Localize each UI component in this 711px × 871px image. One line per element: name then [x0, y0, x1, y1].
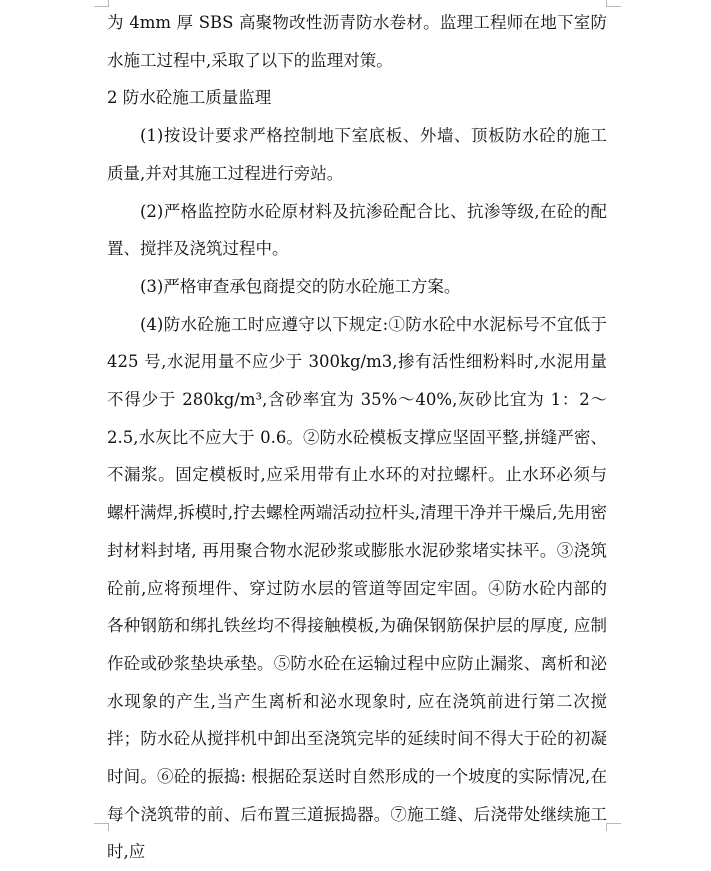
intro-paragraph: 为 4mm 厚 SBS 高聚物改性沥青防水卷材。监理工程师在地下室防水施工过程中,采取了以下的监理对策。: [107, 13, 607, 70]
paragraph-1: (1)按设计要求严格控制地下室底板、外墙、顶板防水砼的施工质量,并对其施工过程进行旁站。: [107, 126, 607, 183]
document-body: [107, 4, 607, 871]
page-corner-mark-top-right: [606, 0, 621, 7]
section-heading: 2 防水砼施工质量监理: [107, 88, 272, 108]
paragraph-3: (3)严格审查承包商提交的防水砼施工方案。: [140, 276, 461, 296]
paragraph-2: (2)严格监控防水砼原材料及抗渗砼配合比、抗渗等级,在砼的配置、搅拌及浇筑过程中。: [107, 201, 607, 259]
paragraph-4: (4)防水砼施工时应遵守以下规定:①防水砼中水泥标号不宜低于 425 号,水泥用量不应少于 300kg/m3,掺有活性细粉料时,水泥用量不得少于 280kg/m³,含砂率宜为 35%～40%,灰砂比宜为 1：2～2.5,水灰比不应大于 0.6。②防水砼模板支撑应坚固平整,拼缝严密、不漏浆。固定模板时,应采用带有止水环的对拉螺杆。止水环必须与螺杆满焊,拆模时,拧去螺栓两端活动拉杆头,清理干净并干燥后,先用密封材料封堵, 再用聚合物水泥砂浆或膨胀水泥砂浆堵实抹平。③浇筑砼前,应将预埋件、穿过防水层的管道等固定牢固。④防水砼内部的各种钢筋和绑扎铁丝均不得接触模板,为确保钢筋保护层的厚度, 应制作砼或砂浆垫块承垫。⑤防水砼在运输过程中应防止漏浆、离析和泌水现象的产生,当产生离析和泌水现象时, 应在浇筑前进行第二次搅拌；防水砼从搅拌机中卸出至浇筑完毕的延续时间不得大于砼的初凝时间。⑥砼的振捣: 根据砼泵送时自然形成的一个坡度的实际情况,在每个浇筑带的前、后布置三道振捣器。⑦施工缝、后浇带处继续施工时,应: [107, 314, 607, 862]
